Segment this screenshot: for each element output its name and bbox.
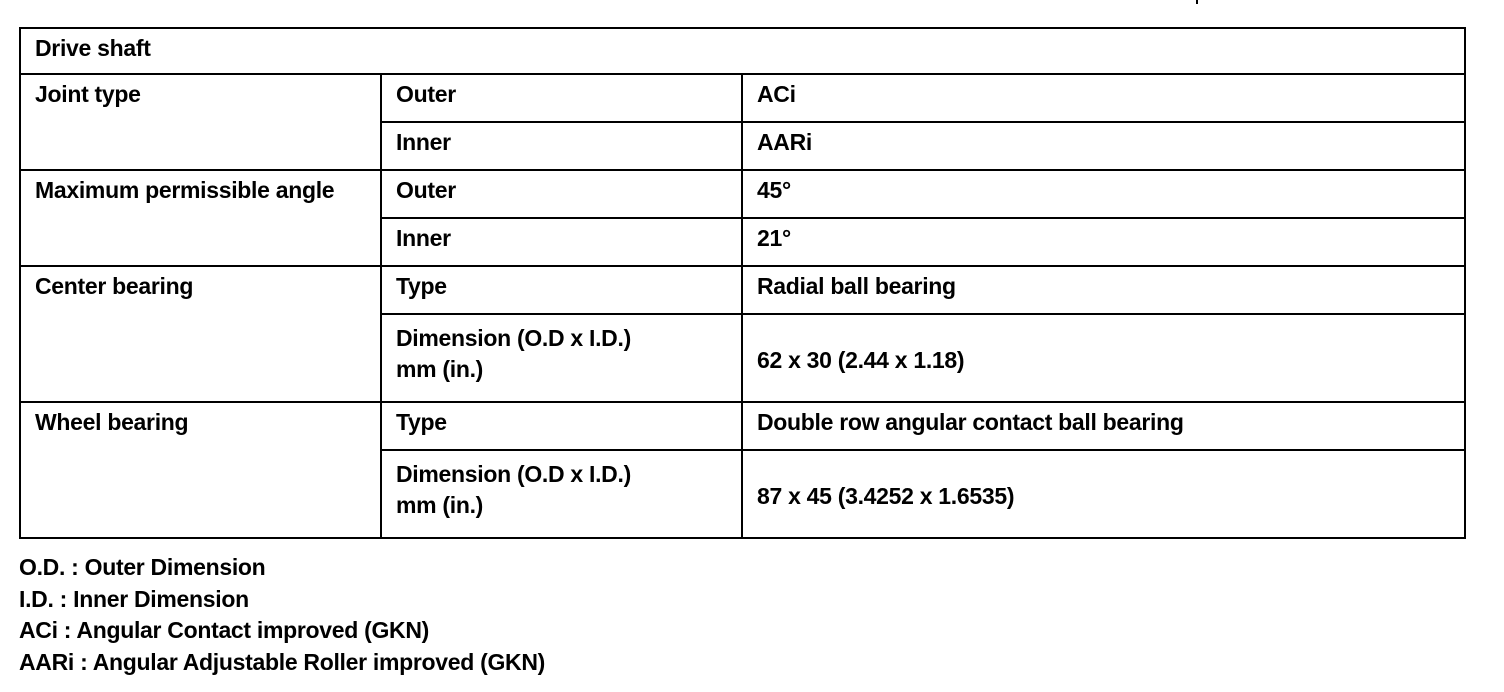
sub-label: Type	[381, 266, 742, 314]
value-cell: 87 x 45 (3.4252 x 1.6535)	[742, 450, 1465, 538]
table-row	[20, 266, 1465, 314]
corner-mark	[1196, 0, 1198, 4]
value-cell: Radial ball bearing	[742, 266, 1465, 314]
sub-label: Type	[381, 402, 742, 450]
table-row	[20, 170, 1465, 218]
value-cell: 62 x 30 (2.44 x 1.18)	[742, 314, 1465, 402]
table-row	[20, 402, 1465, 450]
table-row	[20, 74, 1465, 122]
note-aci: ACi : Angular Contact improved (GKN)	[19, 617, 430, 643]
group-max-permissible-angle: Maximum permissible angle	[20, 170, 381, 266]
value-cell: 21°	[742, 218, 1465, 266]
note-id: I.D. : Inner Dimension	[19, 585, 249, 612]
abbreviation-notes	[19, 552, 545, 678]
sub-label-line: Dimension (O.D x I.D.)	[396, 325, 631, 351]
group-joint-type: Joint type	[20, 74, 381, 170]
value-cell: 45°	[742, 170, 1465, 218]
group-center-bearing: Center bearing	[20, 266, 381, 402]
sub-label-dimension	[381, 314, 742, 402]
value-cell: Double row angular contact ball bearing	[742, 402, 1465, 450]
drive-shaft-spec-table	[19, 27, 1466, 539]
sub-label: Inner	[381, 122, 742, 170]
sub-label: Outer	[381, 170, 742, 218]
sub-label-dimension	[381, 450, 742, 538]
sub-label: Outer	[381, 74, 742, 122]
note-od: O.D. : Outer Dimension	[19, 554, 266, 580]
sub-label: Inner	[381, 218, 742, 266]
sub-label-line: Dimension (O.D x I.D.)	[396, 461, 631, 487]
note-aari: AARi : Angular Adjustable Roller improved (GKN)	[19, 648, 546, 675]
value-cell: ACi	[742, 74, 1465, 122]
sub-label-line: mm (in.)	[396, 356, 484, 382]
table-title-row	[20, 28, 1465, 74]
sub-label-line: mm (in.)	[396, 492, 484, 518]
table-title: Drive shaft	[20, 28, 1465, 74]
group-wheel-bearing: Wheel bearing	[20, 402, 381, 538]
value-cell: AARi	[742, 122, 1465, 170]
